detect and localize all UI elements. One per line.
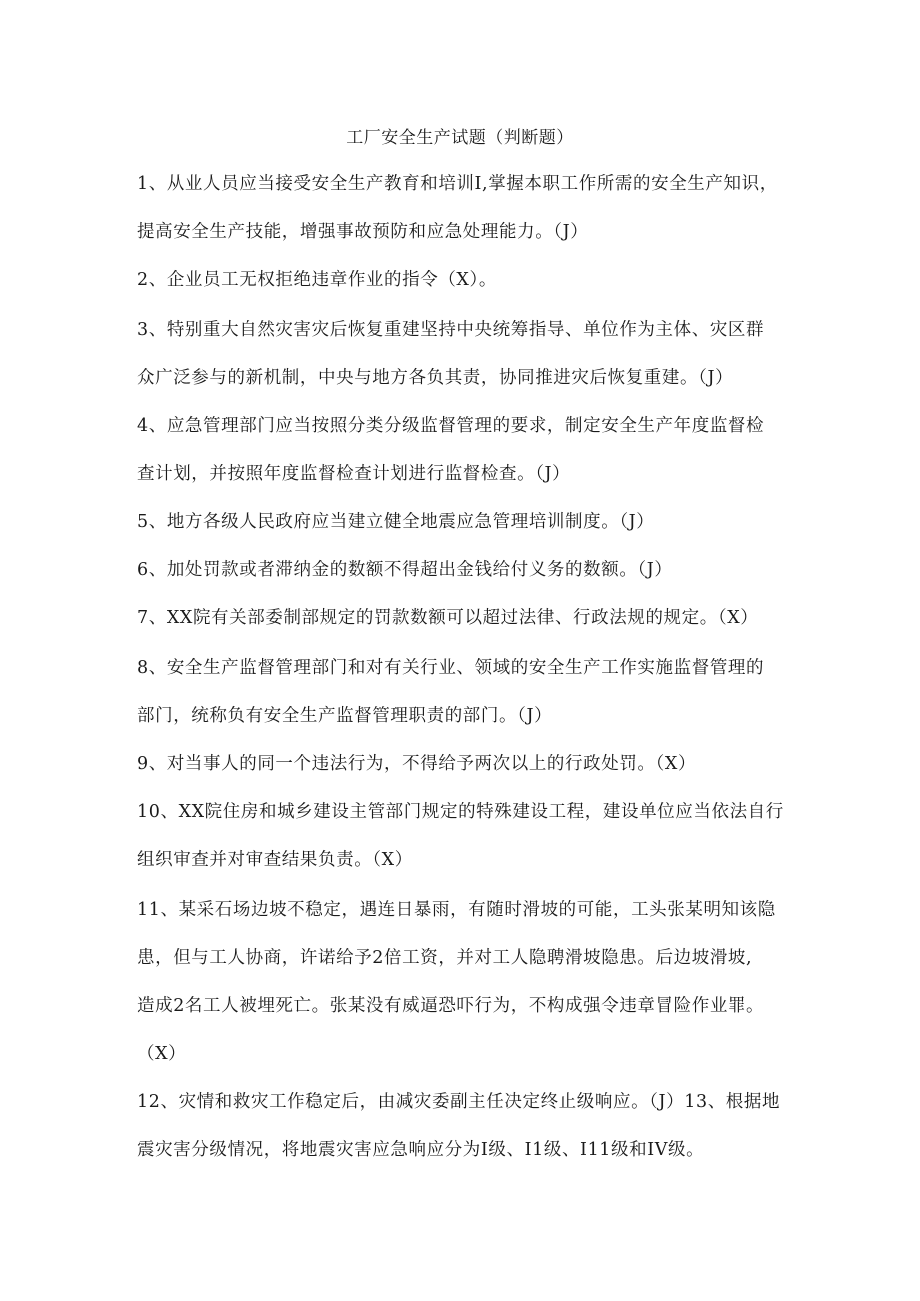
text-line: 1、从业人员应当接受安全生产教育和培训I,掌握本职工作所需的安全生产知识， — [137, 174, 778, 194]
text-line: 9、对当事人的同一个违法行为，不得给予两次以上的行政处罚。（X） — [137, 754, 697, 774]
text-line: 造成2名工人被埋死亡。张某没有威逼恐吓行为，不构成强令违章冒险作业罪。 — [137, 996, 765, 1016]
text-line: 3、特别重大自然灾害灾后恢复重建坚持中央统筹指导、单位作为主体、灾区群 — [137, 320, 765, 340]
text-line: 震灾害分级情况，将地震灾害应急响应分为I级、I1级、I11级和IV级。 — [137, 1140, 705, 1160]
text-line: 6、加处罚款或者滞纳金的数额不得超出金钱给付义务的数额。（J） — [137, 560, 673, 580]
text-line: 7、XX院有关部委制部规定的罚款数额可以超过法律、行政法规的规定。（X） — [137, 608, 759, 628]
text-line: 4、应急管理部门应当按照分类分级监督管理的要求，制定安全生产年度监督检 — [137, 416, 765, 436]
text-line: 2、企业员工无权拒绝违章作业的指令（X）。 — [137, 270, 497, 290]
text-line: 部门，统称负有安全生产监督管理职责的部门。（J） — [137, 706, 553, 726]
text-line: 组织审查并对审查结果负责。（X） — [137, 850, 413, 870]
text-line: 查计划，并按照年度监督检查计划进行监督检查。（J） — [137, 464, 571, 484]
text-line: 患，但与工人协商，许诺给予2倍工资，并对工人隐聘滑坡隐患。后边坡滑坡, — [137, 948, 753, 968]
text-line: 8、安全生产监督管理部门和对有关行业、领域的安全生产工作实施监督管理的 — [137, 658, 765, 678]
text-line: 10、XX院住房和城乡建设主管部门规定的特殊建设工程，建设单位应当依法自行 — [137, 802, 784, 822]
text-line: 5、地方各级人民政府应当建立健全地震应急管理培训制度。（J） — [137, 512, 655, 532]
text-line: 12、灾情和救灾工作稳定后，由减灾委副主任决定终止级响应。（J）13、根据地 — [137, 1092, 781, 1112]
text-line: 提高安全生产技能，增强事故预防和应急处理能力。（J） — [137, 222, 589, 242]
text-line: 众广泛参与的新机制，中央与地方各负其责，协同推进灾后恢复重建。（J） — [137, 368, 734, 388]
text-line: （X） — [137, 1044, 187, 1064]
document-title: 工厂安全生产试题（判断题） — [346, 128, 574, 148]
text-line: 11、某采石场边坡不稳定，遇连日暴雨，有随时滑坡的可能，工头张某明知该隐 — [137, 900, 776, 920]
